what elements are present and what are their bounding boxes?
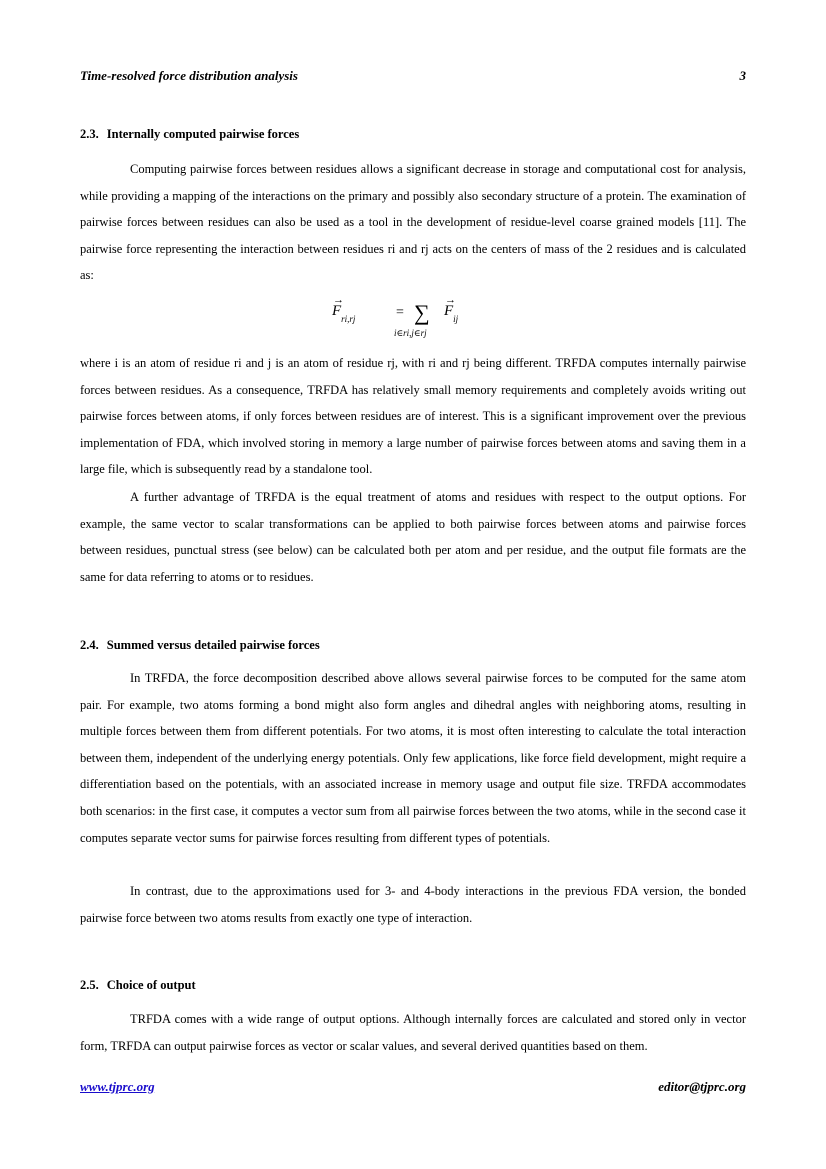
vector-arrow-icon: → — [445, 294, 456, 306]
paragraph: In contrast, due to the approximations used for 3- and 4-body interactions in the previous FDA version, the bonded pairwise force between two atoms results from exactly one type of interaction. — [80, 884, 746, 925]
paragraph: where i is an atom of residue ri and j is an atom of residue rj, with ri and rj being different. TRFDA computes internally pairwise forces between residues. As a consequence, TRFDA has relatively small memory requirements and completely avoids writing out pairwise forces between atoms, if only forces between residues are of interest. This is a significant improvement over the previous implementation of FDA, which involved storing in memory a large number of pairwise forces between atoms and saving them in a large file, which is subsequently read by a standalone tool. — [80, 356, 746, 477]
section-number: 2.3. — [80, 127, 99, 141]
running-title: Time-resolved force distribution analysis — [80, 68, 298, 83]
subscript: ij — [453, 314, 459, 324]
vector-arrow-icon: → — [333, 294, 344, 306]
section-heading-2-3 — [80, 124, 746, 144]
section-title: Choice of output — [106, 978, 196, 992]
equation-body — [332, 294, 492, 342]
section-title: Summed versus detailed pairwise forces — [106, 638, 320, 652]
force-vector-rhs — [444, 294, 459, 324]
symbol: F — [444, 303, 454, 319]
paragraph: TRFDA comes with a wide range of output options. Although internally forces are calculated and stored only in vector form, TRFDA can output pairwise forces as vector or scalar values, and several derived quantities based on them. — [80, 1012, 746, 1053]
sum-symbol: ∑ — [414, 300, 430, 325]
section-number: 2.5. — [80, 978, 99, 992]
symbol: F — [332, 303, 342, 319]
paragraph: In TRFDA, the force decomposition described above allows several pairwise forces to be computed for the same atom pair. For example, two atoms forming a bond might also form angles and dihedral angles with neighboring atoms, resulting in multiple forces between them from different potentials. For two atoms, it is most often interesting to calculate the total interaction between them, independent of the underlying energy potentials. Only few applications, like force field development, might require a differentiation based on the potentials, with an associated increase in memory usage and output file size. TRFDA accommodates both scenarios: in the first case, it computes a vector sum from all pairwise forces between the two atoms, while in the second case it computes separate vector sums for pairwise forces resulting from different types of potentials. — [80, 671, 746, 845]
equation-pairwise-residue-force — [80, 294, 746, 342]
paragraph: Computing pairwise forces between residues allows a significant decrease in storage and computational cost for analysis, while providing a mapping of the interactions on the primary and possibly also secondary structure of a protein. The examination of pairwise forces between residues can also be used as a tool in the development of residue-level coarse grained models [11]. The pairwise force representing the interaction between residues ri and rj acts on the centers of mass of the 2 residues and is calculated as: — [80, 162, 746, 283]
section-title: Internally computed pairwise forces — [106, 127, 300, 141]
section-number: 2.4. — [80, 638, 99, 652]
page-number: 3 — [739, 68, 746, 83]
section-heading-2-4 — [80, 635, 746, 655]
paper-page — [80, 0, 746, 1169]
force-vector-lhs — [332, 294, 356, 324]
running-header — [80, 66, 746, 86]
section-heading-2-5 — [80, 975, 746, 995]
sum-limits: i∈ri,j∈rj — [394, 328, 427, 338]
running-footer — [80, 1077, 746, 1097]
editor-email: editor@tjprc.org — [658, 1079, 746, 1094]
paragraph: A further advantage of TRFDA is the equal treatment of atoms and residues with respect to the output options. For example, the same vector to scalar transformations can be applied to both pairwise forces between atoms and pairwise forces between residues, punctual stress (see below) can be calculated both per atom and per residue, and the output file formats are the same for data referring to atoms or to residues. — [80, 490, 746, 584]
equals-sign: = — [396, 305, 404, 320]
subscript: ri,rj — [341, 314, 356, 324]
website-link[interactable]: www.tjprc.org — [80, 1079, 155, 1094]
